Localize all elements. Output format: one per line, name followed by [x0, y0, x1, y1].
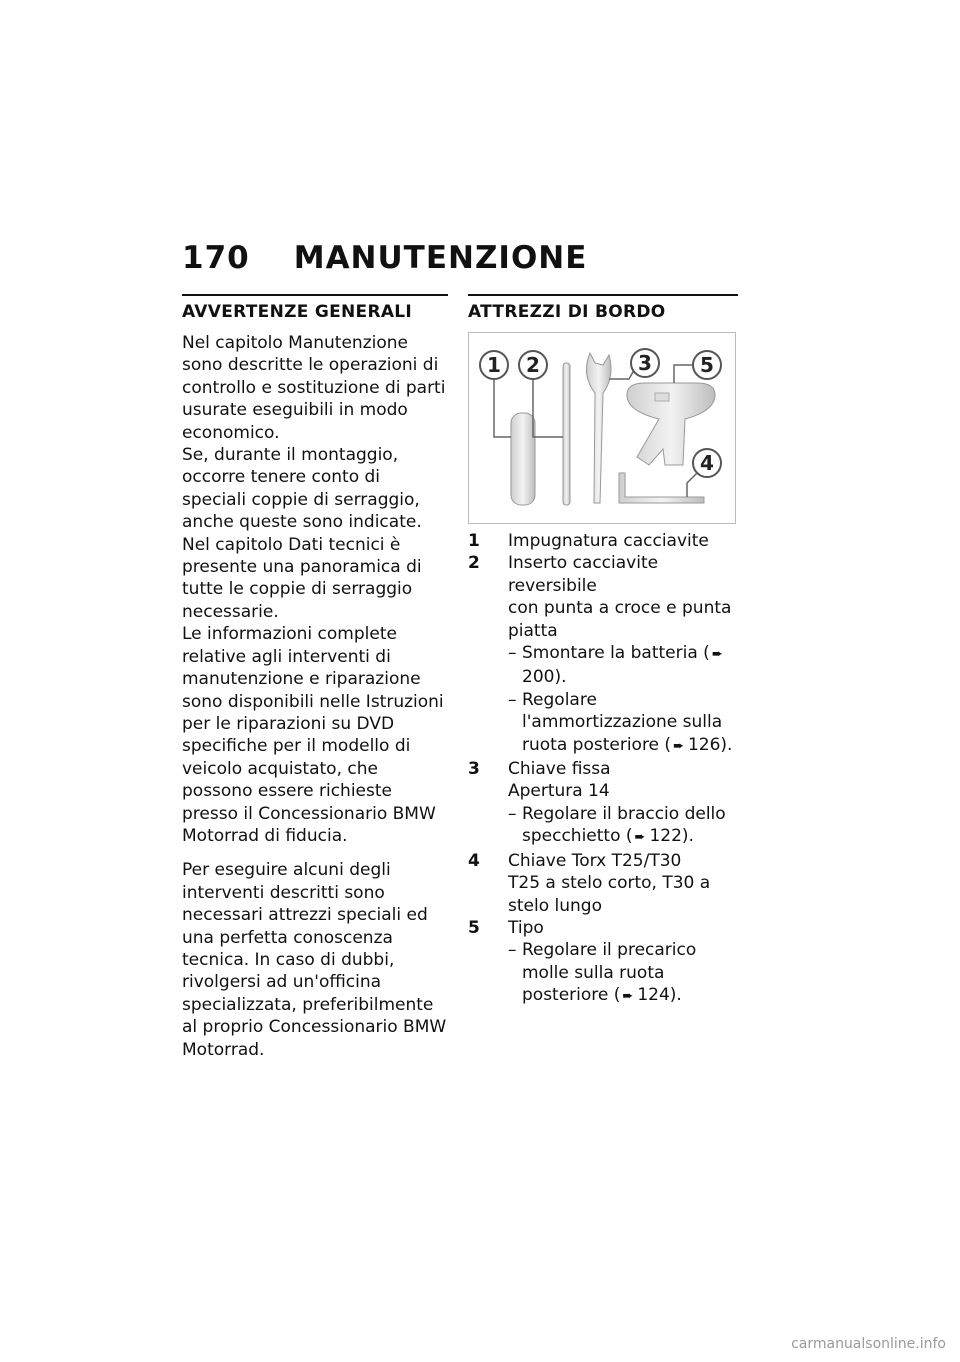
procedure-text: Regolare l'ammortizzazione sulla ruota posteriore — [522, 689, 723, 755]
page-ref-link[interactable]: 124). — [637, 985, 682, 1006]
callout-1 — [480, 351, 508, 379]
paragraph: Le informazioni complete relative agli interventi di manutenzione e riparazione sono disponibili nelle Istruzioni per le riparazioni su DVD specifiche per il modello di veicolo acquistato, che possono essere richieste presso il Concessionario BMW Motorrad di fiducia. — [182, 624, 444, 846]
page-ref-arrow-icon: ➨ — [711, 647, 723, 663]
page-header — [182, 240, 587, 276]
torx-key-shape — [619, 473, 704, 503]
tool-kit-column — [468, 294, 738, 1009]
section-rule — [182, 294, 448, 296]
general-notes-column — [182, 294, 448, 1061]
page-ref-link[interactable]: 122). — [649, 826, 694, 847]
legend-number: 3 — [468, 759, 480, 780]
procedure-reference: – Regolare il braccio dello specchietto ( ➨ 122). — [508, 803, 738, 850]
legend-number: 4 — [468, 850, 480, 871]
legend-text: Chiave Torx T25/T30 — [508, 850, 682, 871]
paragraph: Nel capitolo Manutenzione sono descritte le operazioni di controllo e sostituzione di parti usurate eseguibili in modo economico. — [182, 333, 446, 443]
legend-subtext: Apertura 14 — [508, 781, 610, 802]
chapter-title: MANUTENZIONE — [293, 240, 588, 276]
page-ref-arrow-icon: ➨ — [673, 738, 684, 754]
page-ref-link[interactable]: 126). — [687, 734, 733, 755]
procedure-text: Smontare la batteria — [522, 643, 698, 664]
callout-label: 1 — [487, 353, 501, 377]
legend-item — [468, 552, 738, 597]
procedure-reference: – Regolare il precarico molle sulla ruota posteriore ( ➨ 124). — [508, 939, 738, 1008]
legend-number: 1 — [468, 531, 480, 551]
legend-text: Tipo — [508, 917, 544, 938]
callout-4 — [693, 449, 721, 477]
legend-number: 5 — [468, 917, 480, 938]
legend-item — [468, 917, 738, 939]
page-ref-arrow-icon: ➨ — [634, 830, 646, 846]
open-wrench-shape — [586, 353, 611, 503]
legend-text: Inserto cacciavite reversibile — [508, 553, 659, 596]
callout-3 — [631, 349, 659, 377]
section-rule — [468, 294, 738, 296]
section-title-general: AVVERTENZE GENERALI — [182, 302, 413, 322]
paragraph: Per eseguire alcuni degli interventi descritti sono necessari attrezzi speciali ed una perfetta conoscenza tecnica. In caso di dubbi, rivolgersi ad un'officina specializzata, preferibilmente al proprio Concessionario BMW Motorrad. — [182, 860, 447, 1060]
callout-label: 5 — [700, 353, 714, 377]
legend-text: Impugnatura cacciavite — [508, 531, 709, 551]
procedure-text: Regolare il braccio dello specchietto — [522, 803, 726, 847]
callout-2 — [519, 351, 547, 379]
legend-item — [468, 758, 738, 780]
legend-subtext: T25 a stelo corto, T30 a stelo lungo — [508, 873, 711, 916]
legend-item — [468, 850, 738, 872]
legend-text: Chiave fissa — [508, 759, 611, 780]
watermark: carmanualsonline.info — [791, 1336, 946, 1352]
legend-item — [468, 530, 738, 552]
procedure-reference: – Regolare l'ammortizzazione sulla ruota posteriore ( ➨ 126). — [508, 689, 738, 758]
page-ref-arrow-icon: ➨ — [622, 989, 634, 1005]
procedure-text: Regolare il precarico molle sulla ruota posteriore — [522, 940, 697, 1006]
callout-label: 2 — [526, 353, 540, 377]
page-number: 170 — [182, 240, 250, 276]
paragraph: Se, durante il montaggio, occorre tenere conto di speciali coppie di serraggio, anche queste sono indicate. Nel capitolo Dati tecnici è presente una panoramica di tutte le coppie di serraggio necessarie. — [182, 445, 422, 622]
callout-label: 4 — [700, 451, 714, 475]
toolkit-illustration — [468, 332, 736, 524]
legend-subtext: con punta a croce e punta piatta — [508, 598, 732, 641]
section-title-toolkit: ATTREZZI DI BORDO — [468, 302, 666, 322]
callout-label: 3 — [638, 351, 652, 375]
screwdriver-handle-shape — [511, 413, 535, 505]
legend-number: 2 — [468, 553, 480, 574]
page-ref-link[interactable]: 200). — [522, 667, 567, 688]
callout-5 — [693, 351, 721, 379]
bit-insert-shape — [563, 363, 570, 505]
procedure-reference: – Smontare la batteria ( ➨200). — [508, 643, 723, 688]
